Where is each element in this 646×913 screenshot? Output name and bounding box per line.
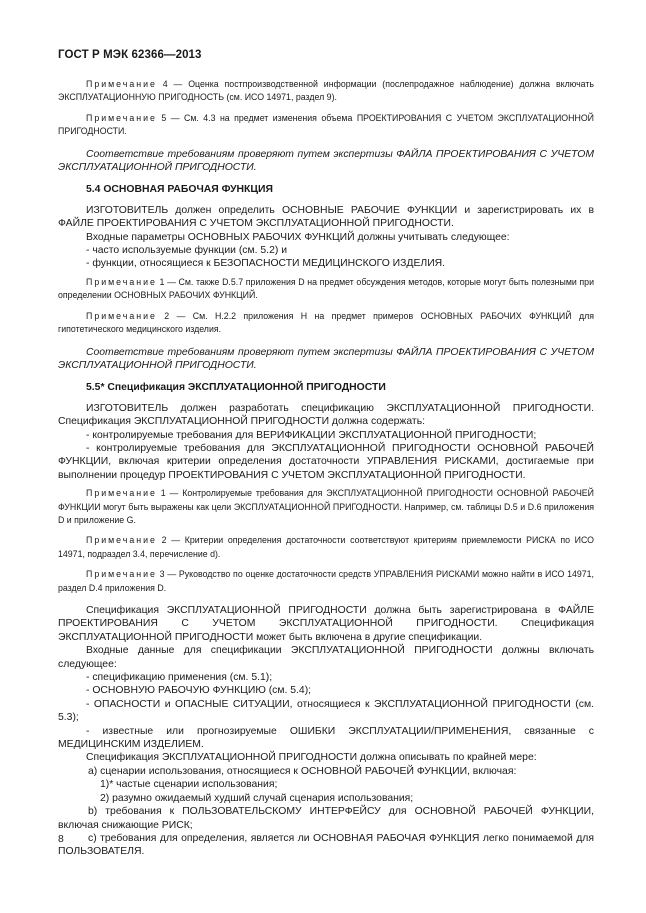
note-label: Примечание [86, 535, 157, 546]
note-label: Примечание [86, 112, 157, 123]
note-label: Примечание [86, 79, 157, 89]
note-text: 3 — Руководство по оценке достаточности средств УПРАВЛЕНИЯ РИСКАМИ можно найти в ИСО 14971, раздел D.4 приложения D. [58, 569, 594, 593]
list-item: - ОСНОВНУЮ РАБОЧУЮ ФУНКЦИЮ (см. 5.4); [86, 685, 312, 697]
list-item: - часто используемые функции (см. 5.2) и [86, 245, 288, 257]
compliance-check: Соответствие требованиям проверяют путем экспертизы ФАЙЛА ПРОЕКТИРОВАНИЯ С УЧЕТОМ ЭКСПЛУАТАЦИОННОЙ ПРИГОДНОСТИ. [58, 148, 594, 174]
body-paragraph: Входные данные для спецификации ЭКСПЛУАТАЦИОННОЙ ПРИГОДНОСТИ должны включать следующее: [58, 645, 594, 670]
body-paragraph: Входные параметры ОСНОВНЫХ РАБОЧИХ ФУНКЦИЙ должны учитывать следующее: [86, 231, 510, 243]
note-2 [58, 534, 594, 561]
list-item: - контролируемые требования для ЭКСПЛУАТАЦИОННОЙ ПРИГОДНОСТИ ОСНОВНОЙ РАБОЧЕЙ ФУНКЦИИ, включая критерии определения достаточности УПРАВЛЕНИЯ РИСКАМИ, достигаемые при выполнении процедур ПРОЕКТИРОВАНИЯ С УЧЕТОМ ЭКСПЛУАТАЦИОННОЙ ПРИГОДНОСТИ. [58, 442, 594, 481]
note-text: 5 — См. 4.3 на предмет изменения объема ПРОЕКТИРОВАНИЯ С УЧЕТОМ ЭКСПЛУАТАЦИОННОЙ ПРИГОДНОСТИ. [58, 112, 594, 137]
list-item: b) требования к ПОЛЬЗОВАТЕЛЬСКОМУ ИНТЕРФЕЙСУ для ОСНОВНОЙ РАБОЧЕЙ ФУНКЦИИ, включая снижающие РИСК; [58, 806, 594, 831]
page-content [58, 78, 594, 859]
list-item: - известные или прогнозируемые ОШИБКИ ЭКСПЛУАТАЦИИ/ПРИМЕНЕНИЯ, связанные с МЕДИЦИНСКИМ ИЗДЕЛИЕМ. [58, 725, 594, 751]
note-label: Примечание [86, 569, 157, 580]
note-text: 2 — См. Н.2.2 приложения Н на предмет примеров ОСНОВНЫХ РАБОЧИХ ФУНКЦИЙ для гипотетического медицинского изделия. [58, 310, 594, 335]
note-text: 1 — Контролируемые требования для ЭКСПЛУАТАЦИОННОЙ ПРИГОДНОСТИ ОСНОВНОЙ РАБОЧЕЙ ФУНКЦИИ могут быть выражены как цели ЭКСПЛУАТАЦИОННОЙ ПРИГОДНОСТИ. Например, см. таблицы D.5 и D.6 приложения D и приложение G. [58, 488, 594, 525]
note-3 [58, 568, 594, 595]
list-item: - функции, относящиеся к БЕЗОПАСНОСТИ МЕДИЦИНСКОГО ИЗДЕЛИЯ. [86, 258, 446, 270]
body-paragraph: ИЗГОТОВИТЕЛЬ должен разработать спецификацию ЭКСПЛУАТАЦИОННОЙ ПРИГОДНОСТИ. Спецификация ЭКСПЛУАТАЦИОННОЙ ПРИГОДНОСТИ должна содержать: [58, 402, 594, 428]
list-item: а) сценарии использования, относящиеся к ОСНОВНОЙ РАБОЧЕЙ ФУНКЦИИ, включая: [88, 765, 517, 777]
list-item: - контролируемые требования для ВЕРИФИКАЦИИ ЭКСПЛУАТАЦИОННОЙ ПРИГОДНОСТИ; [86, 429, 537, 441]
note-label: Примечание [86, 276, 157, 287]
list-item: - ОПАСНОСТИ и ОПАСНЫЕ СИТУАЦИИ, относящиеся к ЭКСПЛУАТАЦИОННОЙ ПРИГОДНОСТИ (см. 5.3); [58, 698, 594, 724]
list-item: - спецификацию применения (см. 5.1); [86, 672, 273, 684]
note-2 [58, 310, 594, 337]
note-1 [58, 487, 594, 527]
note-1 [58, 276, 594, 303]
page-number: 8 [58, 834, 64, 845]
standard-header: ГОСТ Р МЭК 62366—2013 [58, 49, 202, 61]
note-label: Примечание [86, 488, 157, 499]
note-4 [58, 78, 594, 105]
list-item: 2) разумно ожидаемый худший случай сценария использования; [100, 792, 414, 804]
note-label: Примечание [86, 310, 157, 321]
note-5 [58, 112, 594, 139]
body-paragraph: Спецификация ЭКСПЛУАТАЦИОННОЙ ПРИГОДНОСТИ должна быть зарегистрирована в ФАЙЛЕ ПРОЕКТИРОВАНИЯ С УЧЕТОМ ЭКСПЛУАТАЦИОННОЙ ПРИГОДНОСТИ. Спецификация ЭКСПЛУАТАЦИОННОЙ ПРИГОДНОСТИ может быть включена в другие спецификации. [58, 605, 594, 643]
compliance-check: Соответствие требованиям проверяют путем экспертизы ФАЙЛА ПРОЕКТИРОВАНИЯ С УЧЕТОМ ЭКСПЛУАТАЦИОННОЙ ПРИГОДНОСТИ. [58, 346, 594, 371]
note-text: 4 — Оценка постпроизводственной информации (послепродажное наблюдение) должна включать ЭКСПЛУАТАЦИОННУЮ ПРИГОДНОСТЬ (см. ИСО 14971, раздел 9). [58, 79, 594, 103]
note-text: 2 — Критерии определения достаточности соответствуют критериям приемлемости РИСКА по ИСО 14971, подраздел 3.4, перечисление d). [58, 535, 594, 559]
body-paragraph: Спецификация ЭКСПЛУАТАЦИОННОЙ ПРИГОДНОСТИ должна описывать по крайней мере: [86, 752, 537, 764]
note-text: 1 — См. также D.5.7 приложения D на предмет обсуждения методов, которые могут быть полезными при определении ОСНОВНЫХ РАБОЧИХ ФУНКЦИЙ. [58, 276, 594, 301]
list-item: 1)* частые сценарии использования; [100, 779, 278, 791]
section-heading-5-5: 5.5* Спецификация ЭКСПЛУАТАЦИОННОЙ ПРИГОДНОСТИ [86, 382, 386, 394]
body-paragraph: ИЗГОТОВИТЕЛЬ должен определить ОСНОВНЫЕ РАБОЧИЕ ФУНКЦИИ и зарегистрировать их в ФАЙЛЕ ПРОЕКТИРОВАНИЯ С УЧЕТОМ ЭКСПЛУАТАЦИОННОЙ ПРИГОДНОСТИ. [58, 204, 594, 230]
list-item: с) требования для определения, является ли ОСНОВНАЯ РАБОЧАЯ ФУНКЦИЯ легко понимаемой для ПОЛЬЗОВАТЕЛЯ. [58, 832, 594, 858]
section-heading-5-4: 5.4 ОСНОВНАЯ РАБОЧАЯ ФУНКЦИЯ [86, 184, 273, 196]
